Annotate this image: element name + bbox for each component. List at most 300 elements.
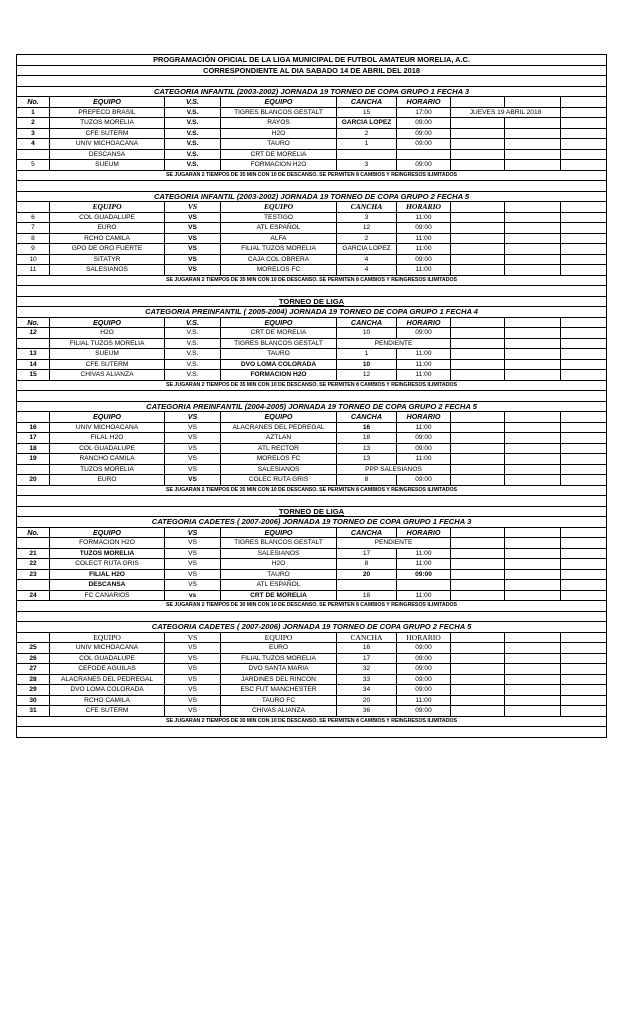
extra-cell xyxy=(451,695,505,706)
extra-cell xyxy=(451,212,505,223)
horario-value: 09:00 xyxy=(397,664,451,675)
table-row xyxy=(17,674,607,685)
header-row xyxy=(17,202,607,213)
team-away: CRT DE MORELIA xyxy=(221,328,337,339)
vs-label: VS xyxy=(165,464,221,475)
section-note: SE JUGARAN 2 TIEMPOS DE 30 MIN CON 10 DE DESCANSO. SE PERMITEN 8 CAMBIOS Y REINGRESOS ILIMITADOS xyxy=(17,716,607,727)
team-away: TAURO xyxy=(221,569,337,580)
cancha-value: 12 xyxy=(337,370,397,381)
extra-cell xyxy=(505,265,561,276)
cancha-value: 34 xyxy=(337,685,397,696)
extra-cell xyxy=(505,328,561,339)
team-home: EURO xyxy=(50,475,165,486)
vs-label: VS xyxy=(165,244,221,255)
team-home: SUEUM xyxy=(50,160,165,171)
header-vs: VS xyxy=(165,527,221,538)
header-extra-2 xyxy=(505,202,561,213)
cancha-value: 3 xyxy=(337,212,397,223)
match-number: 7 xyxy=(17,223,50,234)
header-team-away: EQUIPO xyxy=(221,412,337,423)
team-home: DESCANSA xyxy=(50,580,165,591)
header-extra-3 xyxy=(561,632,607,643)
team-home: FILIAL TUZOS MORELIA xyxy=(50,338,165,349)
table-row xyxy=(17,370,607,381)
header-cancha: CANCHA xyxy=(337,527,397,538)
extra-cell xyxy=(505,580,561,591)
schedule-sheet xyxy=(16,54,606,738)
extra-cell xyxy=(561,107,607,118)
match-number xyxy=(17,338,50,349)
cancha-value: 18 xyxy=(337,433,397,444)
team-away: TIGRES BLANCOS GESTALT xyxy=(221,538,337,549)
team-away: MORELOS FC xyxy=(221,454,337,465)
note-row xyxy=(17,485,607,496)
team-home: FORMACION H2O xyxy=(50,538,165,549)
section-liga-label: TORNEO DE LIGA xyxy=(17,296,607,307)
horario-value: 09:00 xyxy=(397,706,451,717)
header-no: No. xyxy=(17,97,50,108)
vs-label: VS xyxy=(165,454,221,465)
match-number: 15 xyxy=(17,370,50,381)
extra-cell xyxy=(451,233,505,244)
team-home: CFE SUTERM xyxy=(50,128,165,139)
liga-row xyxy=(17,506,607,517)
extra-note: JUEVES 19 ABRIL 2018 xyxy=(451,107,561,118)
header-horario: HORARIO xyxy=(397,632,451,643)
horario-value: 11:00 xyxy=(397,244,451,255)
header-team-home: EQUIPO xyxy=(50,632,165,643)
vs-label: VS xyxy=(165,664,221,675)
match-number: 22 xyxy=(17,559,50,570)
extra-cell xyxy=(561,685,607,696)
section-note: SE JUGARAN 2 TIEMPOS DE 35 MIN CON 10 DE DESCANSO. SE PERMITEN 8 CAMBIOS Y REINGRESOS ILIMITADOS xyxy=(17,380,607,391)
match-number: 11 xyxy=(17,265,50,276)
extra-cell xyxy=(505,433,561,444)
section-note: SE JUGARAN 2 TIEMPOS DE 35 MIN CON 10 DE DESCANSO. SE PERMITEN 8 CAMBIOS Y REINGRESOS ILIMITADOS xyxy=(17,170,607,181)
horario-value xyxy=(397,580,451,591)
horario-value: 17:00 xyxy=(397,107,451,118)
extra-cell xyxy=(505,128,561,139)
title-row xyxy=(17,55,607,66)
extra-cell xyxy=(561,338,607,349)
team-home: H2O xyxy=(50,328,165,339)
status-note: PENDIENTE xyxy=(337,338,451,349)
vs-label: VS xyxy=(165,695,221,706)
extra-cell xyxy=(505,223,561,234)
match-number: 1 xyxy=(17,107,50,118)
extra-cell xyxy=(451,223,505,234)
table-row xyxy=(17,349,607,360)
extra-cell xyxy=(505,538,561,549)
header-extra-1 xyxy=(451,317,505,328)
team-home: COL GUADALUPE xyxy=(50,443,165,454)
header-team-away: EQUIPO xyxy=(221,632,337,643)
extra-cell xyxy=(505,548,561,559)
table-row xyxy=(17,443,607,454)
vs-label: V.S. xyxy=(165,160,221,171)
vs-label: VS xyxy=(165,580,221,591)
match-number: 19 xyxy=(17,454,50,465)
blank-cell xyxy=(17,611,607,622)
blank-cell xyxy=(17,76,607,87)
vs-label: VS xyxy=(165,443,221,454)
match-number: 26 xyxy=(17,653,50,664)
cancha-value: 20 xyxy=(337,569,397,580)
team-home: UNIV MICHOACANA xyxy=(50,139,165,150)
header-no xyxy=(17,412,50,423)
header-row xyxy=(17,527,607,538)
extra-cell xyxy=(451,254,505,265)
extra-cell xyxy=(505,233,561,244)
vs-label: VS xyxy=(165,233,221,244)
extra-cell xyxy=(451,422,505,433)
cancha-value: 10 xyxy=(337,328,397,339)
horario-value: 11:00 xyxy=(397,422,451,433)
match-number: 25 xyxy=(17,643,50,654)
liga-row xyxy=(17,296,607,307)
extra-cell xyxy=(451,559,505,570)
cancha-value: GARCIA LOPEZ xyxy=(337,118,397,129)
extra-cell xyxy=(451,244,505,255)
vs-label: VS xyxy=(165,706,221,717)
vs-label: V.S. xyxy=(165,338,221,349)
extra-cell xyxy=(451,359,505,370)
header-row xyxy=(17,632,607,643)
team-home: TUZOS MORELIA xyxy=(50,464,165,475)
vs-label: VS xyxy=(165,548,221,559)
cancha-value: 36 xyxy=(337,706,397,717)
table-row xyxy=(17,695,607,706)
vs-label: VS xyxy=(165,433,221,444)
cancha-value: 1 xyxy=(337,139,397,150)
blank-row xyxy=(17,391,607,402)
table-row xyxy=(17,328,607,339)
horario-value: 11:00 xyxy=(397,233,451,244)
header-horario: HORARIO xyxy=(397,202,451,213)
extra-cell xyxy=(451,580,505,591)
extra-cell xyxy=(505,160,561,171)
header-horario: HORARIO xyxy=(397,527,451,538)
match-number: 23 xyxy=(17,569,50,580)
header-extra-2 xyxy=(505,527,561,538)
cancha-value: 32 xyxy=(337,664,397,675)
extra-cell xyxy=(505,685,561,696)
cancha-value: 1 xyxy=(337,349,397,360)
extra-cell xyxy=(561,538,607,549)
team-away: SALESIANOS xyxy=(221,548,337,559)
vs-label: V.S. xyxy=(165,139,221,150)
table-row xyxy=(17,548,607,559)
header-extra-3 xyxy=(561,202,607,213)
extra-cell xyxy=(451,433,505,444)
extra-cell xyxy=(451,338,505,349)
extra-cell xyxy=(561,223,607,234)
horario-value: 09:00 xyxy=(397,128,451,139)
header-extra-1 xyxy=(451,97,505,108)
horario-value: 09:00 xyxy=(397,643,451,654)
horario-value: 11:00 xyxy=(397,548,451,559)
extra-cell xyxy=(505,212,561,223)
header-no xyxy=(17,632,50,643)
match-number: 14 xyxy=(17,359,50,370)
extra-cell xyxy=(561,244,607,255)
extra-cell xyxy=(561,695,607,706)
horario-value: 11:00 xyxy=(397,559,451,570)
team-away: FORMACION H2O xyxy=(221,370,337,381)
section-title: CATEGORIA INFANTIL (2003-2002) JORNADA 19 TORNEO DE COPA GRUPO 1 FECHA 3 xyxy=(17,86,607,97)
blank-cell xyxy=(17,286,607,297)
team-away: TAURO xyxy=(221,349,337,360)
match-number: 31 xyxy=(17,706,50,717)
horario-value: 09:00 xyxy=(397,569,451,580)
match-number: 27 xyxy=(17,664,50,675)
horario-value: 09:00 xyxy=(397,328,451,339)
header-team-away: EQUIPO xyxy=(221,527,337,538)
cancha-value: 10 xyxy=(337,359,397,370)
extra-cell xyxy=(561,160,607,171)
match-number: 30 xyxy=(17,695,50,706)
vs-label: VS xyxy=(165,223,221,234)
table-row xyxy=(17,212,607,223)
horario-value: 11:00 xyxy=(397,212,451,223)
extra-cell xyxy=(505,254,561,265)
team-away: ATL RECTOR xyxy=(221,443,337,454)
vs-label: VS xyxy=(165,212,221,223)
table-row xyxy=(17,653,607,664)
team-away: ATL ESPAÑOL xyxy=(221,223,337,234)
vs-label: V.S. xyxy=(165,328,221,339)
team-home: DESCANSA xyxy=(50,149,165,160)
horario-value xyxy=(397,149,451,160)
extra-cell xyxy=(505,569,561,580)
cancha-value: 20 xyxy=(337,695,397,706)
header-team-home: EQUIPO xyxy=(50,97,165,108)
extra-cell xyxy=(505,559,561,570)
team-away: CRT DE MORELIA xyxy=(221,590,337,601)
header-extra-1 xyxy=(451,632,505,643)
table-row xyxy=(17,244,607,255)
team-away: ALACRANES DEL PEDREGAL xyxy=(221,422,337,433)
cancha-value: 2 xyxy=(337,233,397,244)
match-number: 13 xyxy=(17,349,50,360)
horario-value: 09:00 xyxy=(397,674,451,685)
team-home: EURO xyxy=(50,223,165,234)
extra-cell xyxy=(561,443,607,454)
team-home: UNIV MICHOACANA xyxy=(50,643,165,654)
header-team-away: EQUIPO xyxy=(221,202,337,213)
blank-cell xyxy=(17,496,607,507)
vs-label: V.S. xyxy=(165,149,221,160)
horario-value: 09:00 xyxy=(397,475,451,486)
extra-cell xyxy=(451,706,505,717)
horario-value: 09:00 xyxy=(397,139,451,150)
table-row xyxy=(17,464,607,475)
extra-cell xyxy=(451,653,505,664)
team-away: FILIAL TUZOS MORELIA xyxy=(221,653,337,664)
subtitle-row xyxy=(17,65,607,76)
cancha-value: 13 xyxy=(337,443,397,454)
extra-cell xyxy=(451,139,505,150)
extra-cell xyxy=(561,706,607,717)
blank-row xyxy=(17,727,607,738)
match-number: 5 xyxy=(17,160,50,171)
team-home: CFE SUTERM xyxy=(50,359,165,370)
vs-label: V.S. xyxy=(165,118,221,129)
extra-cell xyxy=(561,580,607,591)
team-home: GPO DE ORO FUERTE xyxy=(50,244,165,255)
table-row xyxy=(17,118,607,129)
horario-value: 11:00 xyxy=(397,370,451,381)
cancha-value: 15 xyxy=(337,107,397,118)
extra-cell xyxy=(505,674,561,685)
section-title: CATEGORIA PREINFANTIL ( 2005-2004) JORNADA 19 TORNEO DE COPA GRUPO 1 FECHA 4 xyxy=(17,307,607,318)
extra-cell xyxy=(451,464,505,475)
horario-value: 09:00 xyxy=(397,653,451,664)
extra-cell xyxy=(505,454,561,465)
header-horario: HORARIO xyxy=(397,412,451,423)
match-number: 3 xyxy=(17,128,50,139)
extra-cell xyxy=(505,643,561,654)
table-row xyxy=(17,706,607,717)
table-row xyxy=(17,233,607,244)
extra-cell xyxy=(505,338,561,349)
cancha-value: 3 xyxy=(337,160,397,171)
header-team-home: EQUIPO xyxy=(50,527,165,538)
table-row xyxy=(17,139,607,150)
table-row xyxy=(17,265,607,276)
extra-cell xyxy=(561,118,607,129)
team-away: DVO SANTA MARIA xyxy=(221,664,337,675)
header-no xyxy=(17,202,50,213)
extra-cell xyxy=(451,118,505,129)
header-vs: VS xyxy=(165,202,221,213)
cancha-value xyxy=(337,149,397,160)
extra-cell xyxy=(451,443,505,454)
extra-cell xyxy=(505,664,561,675)
page-subtitle: CORRESPONDIENTE AL DIA SABADO 14 DE ABRIL DEL 2018 xyxy=(17,65,607,76)
extra-cell xyxy=(561,359,607,370)
table-row xyxy=(17,475,607,486)
header-team-away: EQUIPO xyxy=(221,317,337,328)
extra-cell xyxy=(561,674,607,685)
team-home: FILAL H2O xyxy=(50,433,165,444)
match-number: 18 xyxy=(17,443,50,454)
horario-value: 11:00 xyxy=(397,695,451,706)
team-away: TAURO FC xyxy=(221,695,337,706)
section-title: CATEGORIA INFANTIL (2003-2002) JORNADA 19 TORNEO DE COPA GRUPO 2 FECHA 5 xyxy=(17,191,607,202)
extra-cell xyxy=(451,328,505,339)
header-vs: V.S. xyxy=(165,97,221,108)
horario-value: 11:00 xyxy=(397,590,451,601)
vs-label: V.S. xyxy=(165,349,221,360)
vs-label: VS xyxy=(165,569,221,580)
match-number: 21 xyxy=(17,548,50,559)
header-extra-1 xyxy=(451,202,505,213)
schedule-table xyxy=(16,54,607,738)
extra-cell xyxy=(505,118,561,129)
extra-cell xyxy=(561,475,607,486)
extra-cell xyxy=(451,548,505,559)
header-horario: HORARIO xyxy=(397,97,451,108)
match-number: 9 xyxy=(17,244,50,255)
category-row xyxy=(17,307,607,318)
team-home: COL GUADALUPE xyxy=(50,653,165,664)
team-away: FILIAL TUZOS MORELIA xyxy=(221,244,337,255)
horario-value: 11:00 xyxy=(397,265,451,276)
page-title: PROGRAMACIÓN OFICIAL DE LA LIGA MUNICIPAL DE FUTBOL AMATEUR MORELIA, A.C. xyxy=(17,55,607,66)
header-cancha: CANCHA xyxy=(337,97,397,108)
match-number xyxy=(17,464,50,475)
match-number xyxy=(17,149,50,160)
cancha-value: 8 xyxy=(337,475,397,486)
horario-value: 11:00 xyxy=(397,349,451,360)
team-away: DVO LOMA COLORADA xyxy=(221,359,337,370)
status-note: PENDIENTE xyxy=(337,538,451,549)
horario-value: 09:00 xyxy=(397,685,451,696)
match-number: 29 xyxy=(17,685,50,696)
section-note: SE JUGARAN 2 TIEMPOS DE 35 MIN CON 10 DE DESCANSO. SE PERMITEN 8 CAMBIOS Y REINGRESOS ILIMITADOS xyxy=(17,275,607,286)
vs-label: VS xyxy=(165,254,221,265)
match-number: 4 xyxy=(17,139,50,150)
team-away: H2O xyxy=(221,559,337,570)
blank-row xyxy=(17,611,607,622)
extra-cell xyxy=(505,244,561,255)
extra-cell xyxy=(561,254,607,265)
header-extra-3 xyxy=(561,97,607,108)
table-row xyxy=(17,107,607,118)
header-cancha: CANCHA xyxy=(337,632,397,643)
vs-label: V.S. xyxy=(165,107,221,118)
cancha-value: 8 xyxy=(337,559,397,570)
extra-cell xyxy=(561,349,607,360)
horario-value: 09:00 xyxy=(397,118,451,129)
vs-label: VS xyxy=(165,265,221,276)
note-row xyxy=(17,275,607,286)
team-home: UNIV MICHOACANA xyxy=(50,422,165,433)
team-away: ESC FUT MANCHESTER xyxy=(221,685,337,696)
team-home: CEFODE AGUILAS xyxy=(50,664,165,675)
team-away: EURO xyxy=(221,643,337,654)
extra-cell xyxy=(505,370,561,381)
extra-cell xyxy=(505,443,561,454)
extra-cell xyxy=(451,685,505,696)
team-home: RCHO CAMILA xyxy=(50,233,165,244)
extra-cell xyxy=(561,370,607,381)
extra-cell xyxy=(505,706,561,717)
horario-value: 09:00 xyxy=(397,254,451,265)
team-away: FORMACION H2O xyxy=(221,160,337,171)
cancha-value: 4 xyxy=(337,254,397,265)
team-home: FILIAL H2O xyxy=(50,569,165,580)
extra-cell xyxy=(451,454,505,465)
match-number xyxy=(17,580,50,591)
category-row xyxy=(17,191,607,202)
category-row xyxy=(17,517,607,528)
extra-cell xyxy=(451,265,505,276)
extra-cell xyxy=(561,569,607,580)
table-row xyxy=(17,359,607,370)
horario-value: 11:00 xyxy=(397,454,451,465)
extra-cell xyxy=(561,454,607,465)
cancha-value: 2 xyxy=(337,128,397,139)
team-home: ALACRANES DEL PEDREGAL xyxy=(50,674,165,685)
extra-cell xyxy=(451,569,505,580)
extra-cell xyxy=(505,422,561,433)
team-away: CRT DE MORELIA xyxy=(221,149,337,160)
header-extra-3 xyxy=(561,527,607,538)
vs-label: VS xyxy=(165,538,221,549)
table-row xyxy=(17,559,607,570)
